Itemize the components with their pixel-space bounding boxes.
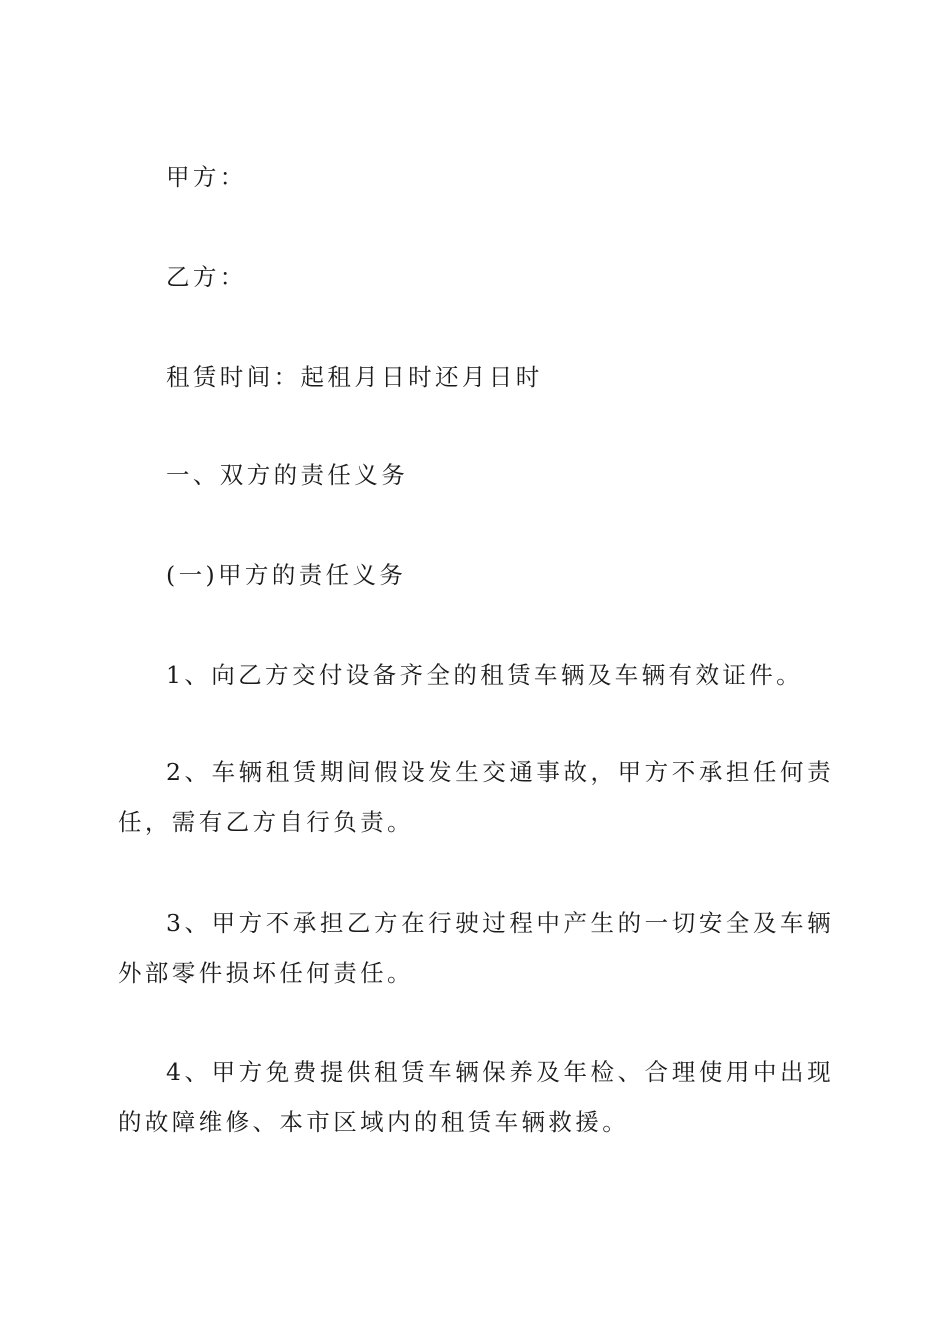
clause-1: 1、向乙方交付设备齐全的租赁车辆及车辆有效证件。 [166,661,804,689]
clause-2: 2、车辆租赁期间假设发生交通事故，甲方不承担任何责任，需有乙方自行负责。 [118,758,834,836]
party-b-label: 乙方： [166,263,247,291]
lease-time-line: 租赁时间：起租月日时还月日时 [166,363,543,391]
party-a-label: 甲方： [166,163,247,191]
subsection-heading: (一)甲方的责任义务 [166,561,407,589]
clause-4: 4、甲方免费提供租赁车辆保养及年检、合理使用中出现的故障维修、本市区域内的租赁车辆救援。 [118,1058,834,1136]
clause-3: 3、甲方不承担乙方在行驶过程中产生的一切安全及车辆外部零件损坏任何责任。 [118,909,834,987]
section-heading: 一、双方的责任义务 [166,461,409,489]
